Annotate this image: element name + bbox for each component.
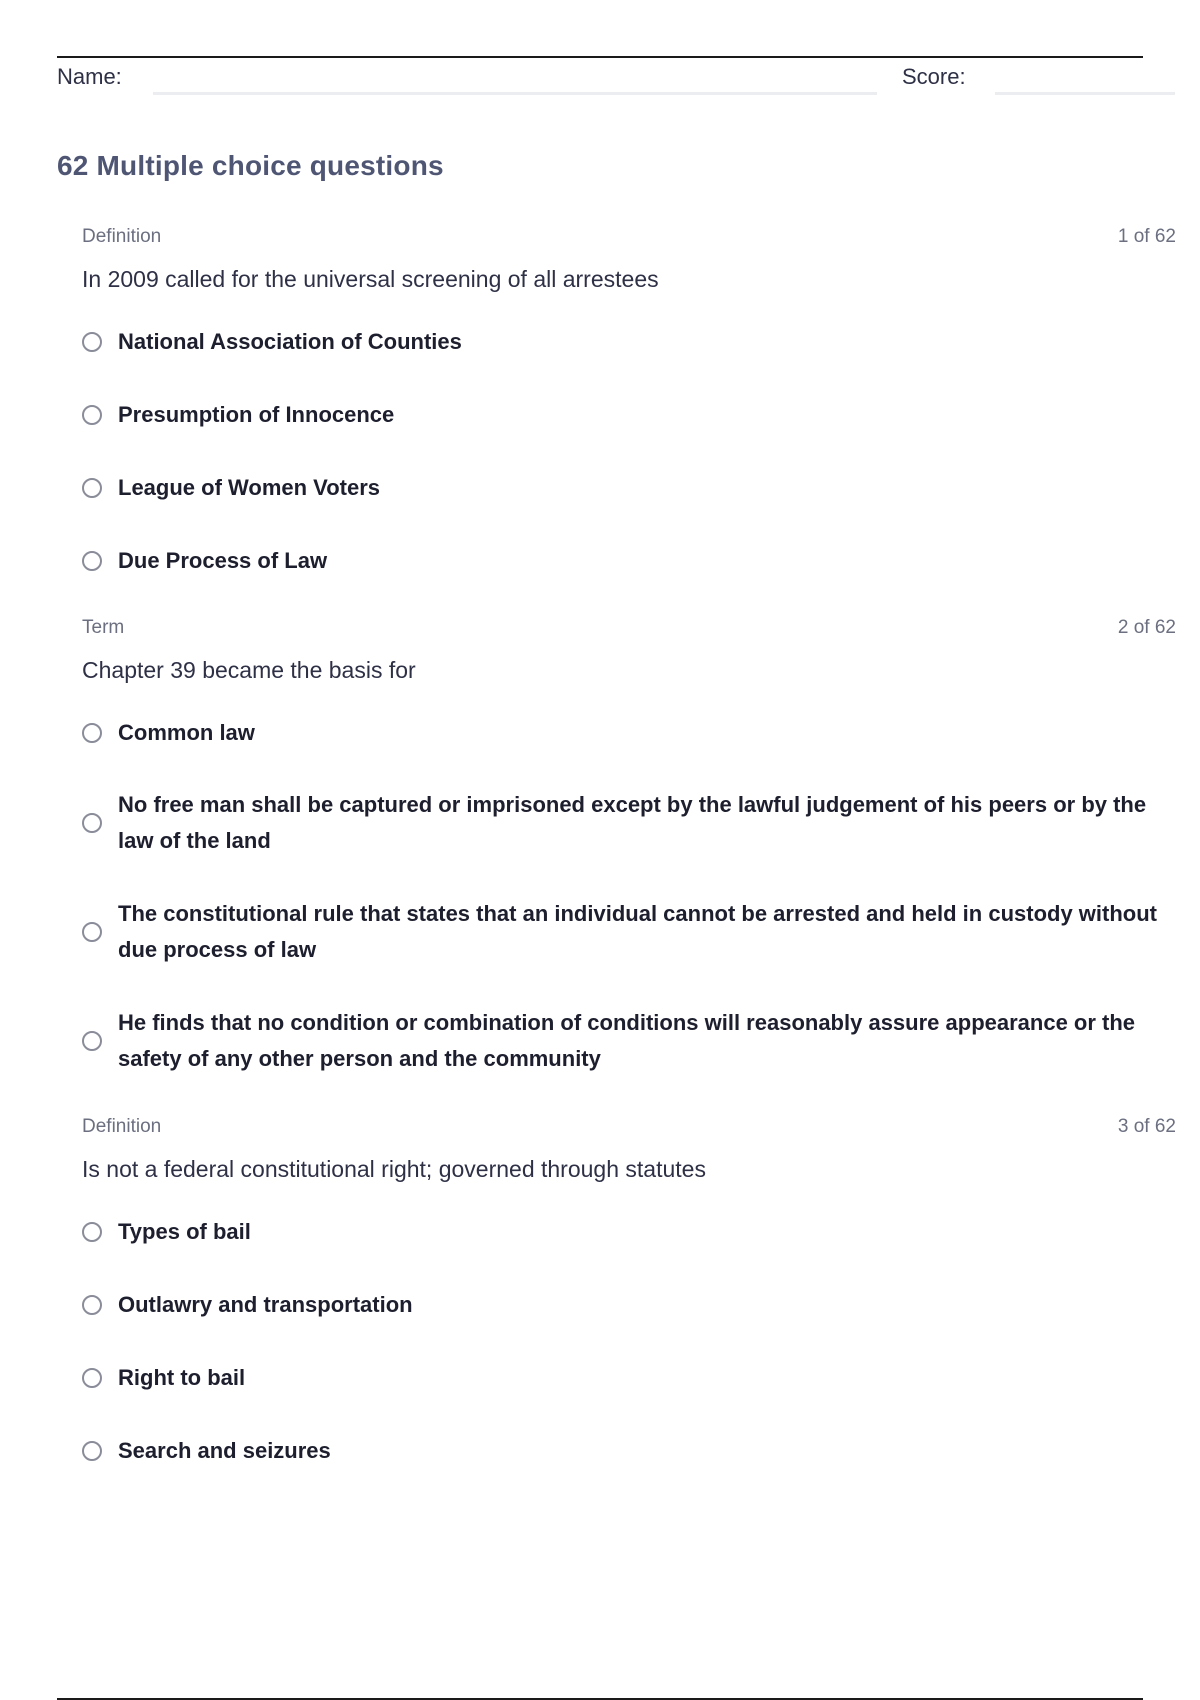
- radio-button[interactable]: [82, 1295, 102, 1315]
- option-label: Outlawry and transportation: [118, 1292, 413, 1317]
- question-counter: 1 of 62: [1117, 226, 1176, 247]
- radio-button[interactable]: [82, 1031, 102, 1051]
- question-3: [82, 1116, 1176, 1476]
- radio-button[interactable]: [82, 813, 102, 833]
- question-prompt: Chapter 39 became the basis for: [82, 657, 416, 683]
- question-counter: 3 of 62: [1117, 1116, 1176, 1137]
- answer-option[interactable]: [82, 543, 1176, 579]
- option-label: Right to bail: [118, 1365, 246, 1390]
- option-label: He finds that no condition or combination of conditions will reasonably assure appearance or the safety of any other person and the community: [118, 1010, 1136, 1071]
- answer-option[interactable]: [82, 397, 1176, 433]
- answer-option[interactable]: [82, 1214, 1176, 1250]
- question-prompt: In 2009 called for the universal screening of all arrestees: [82, 266, 659, 292]
- option-label: Presumption of Innocence: [118, 402, 395, 427]
- option-label: Due Process of Law: [118, 548, 328, 573]
- header-row: [57, 62, 1177, 102]
- score-label: Score:: [902, 64, 966, 89]
- option-label: Search and seizures: [118, 1438, 331, 1463]
- answer-option[interactable]: [82, 715, 1176, 751]
- radio-button[interactable]: [82, 1222, 102, 1242]
- top-divider: [57, 56, 1143, 58]
- question-counter: 2 of 62: [1117, 617, 1176, 638]
- name-label: Name:: [57, 64, 122, 89]
- question-prompt: Is not a federal constitutional right; governed through statutes: [82, 1156, 706, 1182]
- option-label: No free man shall be captured or imprisoned except by the lawful judgement of his peers or by the law of the land: [118, 792, 1147, 853]
- name-field[interactable]: [153, 92, 877, 95]
- answer-option[interactable]: [82, 470, 1176, 506]
- question-type: Term: [82, 617, 125, 638]
- answer-option[interactable]: [82, 1287, 1176, 1323]
- radio-button[interactable]: [82, 551, 102, 571]
- option-label: Common law: [118, 720, 255, 745]
- option-label: The constitutional rule that states that an individual cannot be arrested and held in custody without due process of law: [118, 901, 1157, 962]
- question-type: Definition: [82, 226, 162, 247]
- score-field[interactable]: [995, 92, 1175, 95]
- radio-button[interactable]: [82, 1441, 102, 1461]
- page-title: 62 Multiple choice questions: [57, 150, 444, 181]
- option-label: League of Women Voters: [118, 475, 381, 500]
- question-2: [82, 617, 1176, 1077]
- option-label: National Association of Counties: [118, 329, 462, 354]
- radio-button[interactable]: [82, 1368, 102, 1388]
- question-1: [82, 226, 1176, 576]
- radio-button[interactable]: [82, 922, 102, 942]
- answer-option[interactable]: [82, 896, 1176, 968]
- radio-button[interactable]: [82, 332, 102, 352]
- option-label: Types of bail: [118, 1219, 251, 1244]
- answer-option[interactable]: [82, 1433, 1176, 1469]
- radio-button[interactable]: [82, 723, 102, 743]
- radio-button[interactable]: [82, 478, 102, 498]
- answer-option[interactable]: [82, 787, 1176, 859]
- question-type: Definition: [82, 1116, 162, 1137]
- answer-option[interactable]: [82, 1360, 1176, 1396]
- radio-button[interactable]: [82, 405, 102, 425]
- answer-option[interactable]: [82, 324, 1176, 360]
- answer-option[interactable]: [82, 1005, 1176, 1077]
